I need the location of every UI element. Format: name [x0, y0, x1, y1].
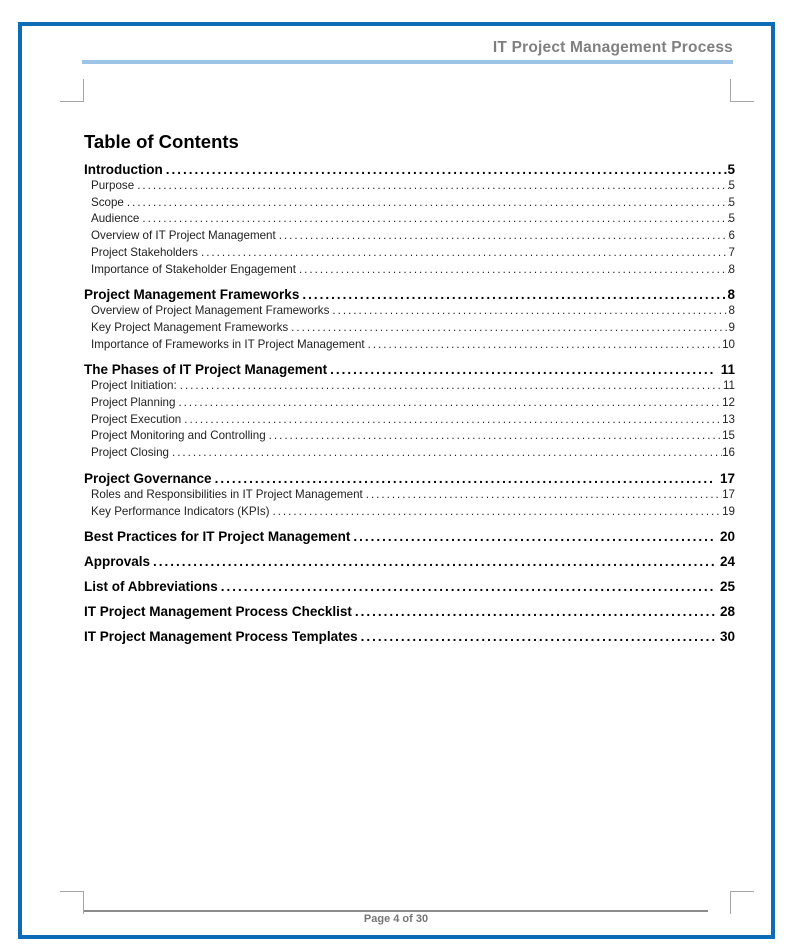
toc-entry-page: 10 [722, 337, 735, 351]
toc-entry-label: Audience [91, 212, 140, 226]
toc-entry[interactable] [84, 428, 735, 445]
footer-page-number: Page 4 of 30 [363, 913, 429, 925]
toc-leader-dots [330, 361, 716, 378]
toc-entry-page: 17 [719, 470, 735, 486]
toc-entry[interactable] [84, 195, 735, 212]
toc-entry-page: 24 [719, 554, 735, 570]
toc-entry-label: Importance of Stakeholder Engagement [91, 262, 296, 276]
toc-entry-label: Key Performance Indicators (KPIs) [91, 504, 270, 518]
toc-leader-dots [291, 320, 728, 337]
toc-leader-dots [178, 395, 722, 412]
toc-entry-label: Best Practices for IT Project Management [84, 529, 351, 545]
crop-corner-bottom-right [730, 891, 754, 914]
toc-entry-page: 11 [722, 379, 735, 393]
toc-leader-dots [180, 378, 723, 395]
toc-leader-dots [361, 628, 715, 645]
toc-entry-page: 6 [728, 229, 735, 243]
toc-entry-page: 7 [728, 245, 735, 259]
toc-entry[interactable] [84, 412, 735, 429]
toc-leader-dots [279, 228, 729, 245]
toc-entry-page: 30 [719, 629, 735, 645]
toc-entry[interactable] [84, 504, 735, 521]
toc-leader-dots [127, 195, 729, 212]
toc-leader-dots [355, 603, 715, 620]
toc-leader-dots [332, 303, 728, 320]
toc-entry-label: Project Initiation: [91, 379, 177, 393]
toc-leader-dots [366, 487, 722, 504]
toc-entry[interactable] [84, 178, 735, 195]
toc-title: Table of Contents [84, 131, 239, 152]
toc-entry-label: Project Execution [91, 412, 182, 426]
toc-entry-page: 9 [728, 320, 735, 334]
toc-entry-label: Project Management Frameworks [84, 287, 300, 303]
toc-leader-dots [137, 178, 728, 195]
toc-entry-page: 5 [727, 162, 735, 177]
toc-entry[interactable] [84, 628, 735, 645]
toc-entry[interactable] [84, 337, 735, 354]
toc-leader-dots [269, 428, 722, 445]
toc-entry-label: Overview of Project Management Frameworks [91, 304, 330, 318]
toc-entry[interactable] [84, 470, 735, 487]
toc-leader-dots [215, 470, 715, 487]
toc-entry-label: Project Governance [84, 470, 212, 486]
toc-leader-dots [166, 161, 728, 178]
toc-entry-label: Overview of IT Project Management [91, 229, 276, 243]
toc-entry-page: 5 [728, 179, 735, 192]
toc-leader-dots [353, 528, 715, 545]
toc-entry-label: The Phases of IT Project Management [84, 362, 328, 378]
toc-entry[interactable] [84, 320, 735, 337]
toc-entry-page: 15 [722, 429, 735, 443]
toc-entry-page: 28 [719, 604, 735, 620]
toc-entry[interactable] [84, 303, 735, 320]
toc-leader-dots [272, 504, 722, 521]
toc-entry-label: Purpose [91, 179, 135, 192]
toc-entry[interactable] [84, 487, 735, 504]
toc-leader-dots [172, 445, 722, 462]
toc-entry-label: List of Abbreviations [84, 579, 218, 595]
toc-entry-label: Scope [91, 195, 124, 209]
toc-entry-page: 5 [728, 212, 735, 226]
toc-entry-page: 17 [722, 487, 735, 501]
toc-leader-dots [302, 286, 727, 303]
crop-corner-top-left [60, 79, 84, 102]
toc-entry[interactable] [84, 553, 735, 570]
toc-entry-page: 8 [728, 262, 735, 276]
toc-leader-dots [153, 553, 715, 570]
toc-entry[interactable] [84, 395, 735, 412]
toc-leader-dots [142, 211, 728, 228]
toc-leader-dots [201, 245, 729, 262]
toc-leader-dots [368, 337, 722, 354]
toc-entry-label: Project Closing [91, 446, 169, 460]
toc-entry-label: Key Project Management Frameworks [91, 320, 289, 334]
toc-entry-page: 19 [722, 504, 735, 518]
toc-entry-label: IT Project Management Process Templates [84, 629, 358, 645]
toc-entry[interactable] [84, 378, 735, 395]
toc-entry[interactable] [84, 603, 735, 620]
toc-entry[interactable] [84, 286, 735, 303]
crop-corner-bottom-left [60, 891, 84, 914]
header-rule [82, 60, 733, 64]
toc-entry-page: 25 [719, 579, 735, 595]
footer-rule [84, 910, 708, 912]
toc-entry-page: 5 [728, 195, 735, 209]
toc-entry-page: 13 [722, 412, 735, 426]
toc-leader-dots [299, 262, 729, 279]
toc-entry[interactable] [84, 161, 735, 178]
toc-entry-label: IT Project Management Process Checklist [84, 604, 352, 620]
toc-entry-page: 8 [727, 287, 735, 303]
toc-entry-page: 11 [720, 362, 735, 378]
toc-entry[interactable] [84, 361, 735, 378]
toc-entry-label: Roles and Responsibilities in IT Project Management [91, 487, 363, 501]
toc-entry[interactable] [84, 578, 735, 595]
toc-entry-page: 16 [722, 446, 735, 460]
toc-entry-page: 12 [722, 396, 735, 410]
toc-entry[interactable] [84, 528, 735, 545]
toc-entry-label: Project Monitoring and Controlling [91, 429, 266, 443]
toc-entry[interactable] [84, 262, 735, 279]
toc-entry-label: Project Planning [91, 396, 176, 410]
toc-entry[interactable] [84, 211, 735, 228]
crop-corner-top-right [730, 79, 754, 102]
toc-entry[interactable] [84, 228, 735, 245]
toc-entry-page: 8 [728, 304, 735, 318]
toc-list [84, 161, 735, 645]
toc-entry-page: 20 [719, 529, 735, 545]
toc-leader-dots [184, 412, 722, 429]
toc-entry-label: Introduction [84, 162, 163, 177]
document-header-title: IT Project Management Process [492, 39, 733, 56]
toc-entry-label: Project Stakeholders [91, 245, 198, 259]
toc-entry-label: Importance of Frameworks in IT Project Management [91, 337, 365, 351]
toc-entry[interactable] [84, 445, 735, 462]
toc-entry-label: Approvals [84, 554, 151, 570]
toc-leader-dots [221, 578, 715, 595]
toc-entry[interactable] [84, 245, 735, 262]
